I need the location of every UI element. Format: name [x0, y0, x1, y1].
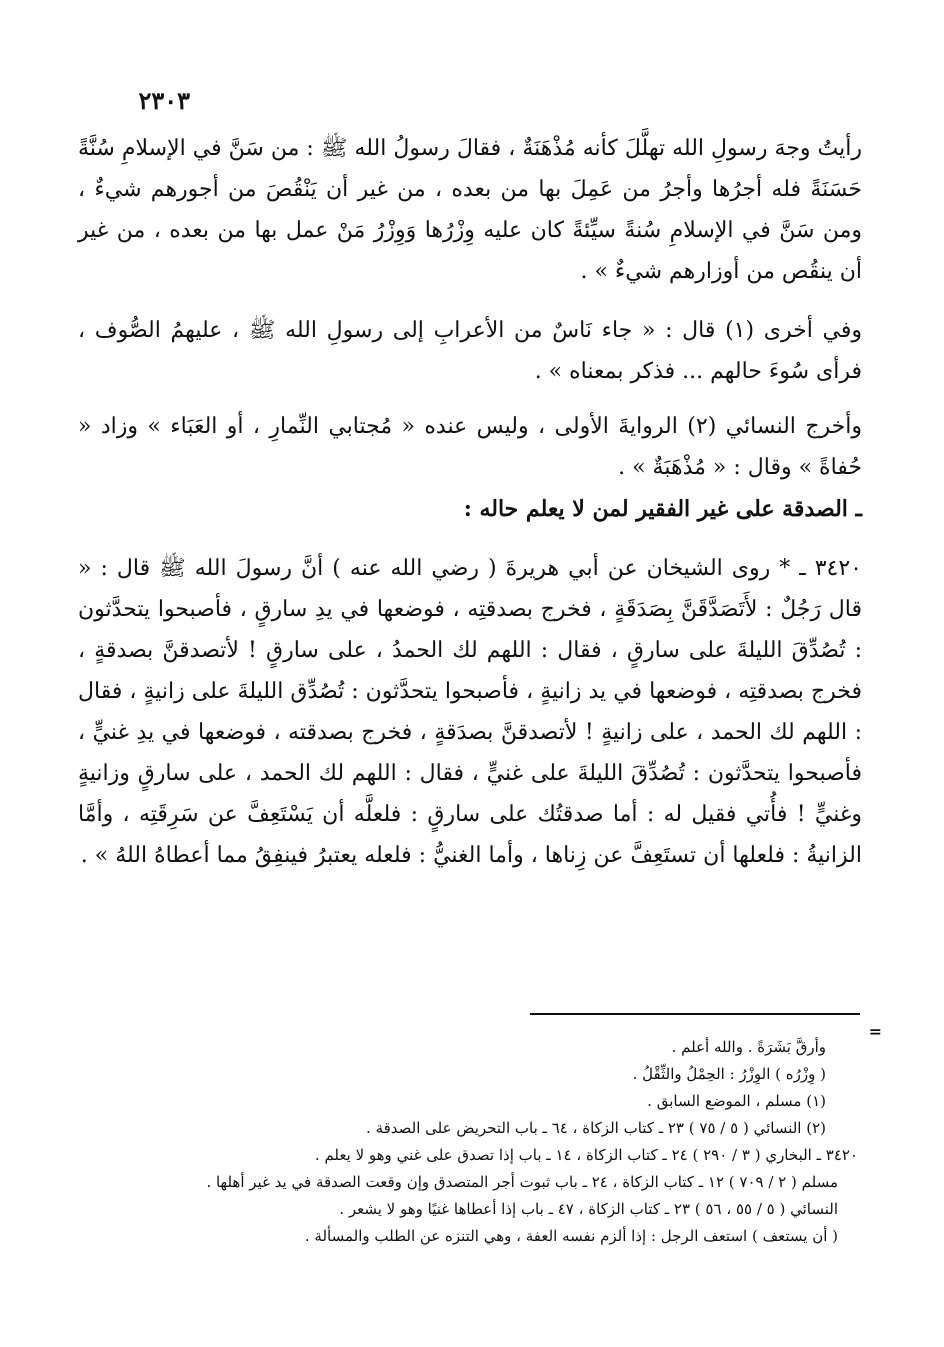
footnotes [78, 1034, 858, 1250]
footnote-line: ( أن يستعف ) استعف الرجل : إذا ألزم نفسه العفة ، وهي التنزه عن الطلب والمسألة . [304, 1227, 838, 1245]
footnote-line: ( وِزْرُه ) الوِزْرُ : الحِمْلُ والثِّقْلُ . [632, 1065, 826, 1083]
paragraph-3: وأخرج النسائي (٢) الروايةَ الأولى ، وليس عنده « مُجتابي النِّمارِ ، أو العَبَاء » وزاد « حُفاةً » وقال : « مُذْهَبَةٌ » . [78, 414, 862, 480]
main-text [78, 128, 862, 876]
footnote-line: (٢) النسائي ( ٥ / ٧٥ ) ٢٣ ـ كتاب الزكاة ، ٦٤ ـ باب التحريض على الصدقة . [366, 1119, 826, 1137]
footnote-line: مسلم ( ٢ / ٧٠٩ ) ١٢ ـ كتاب الزكاة ، ٢٤ ـ باب ثبوت أجر المتصدق وإن وقعت الصدقة في يد غير أهلها . [206, 1173, 838, 1191]
footnote-line: النسائي ( ٥ / ٥٥ ، ٥٦ ) ٢٣ ـ كتاب الزكاة ، ٤٧ ـ باب إذا أعطاها غنيًا وهو لا يشعر . [339, 1200, 838, 1218]
section-heading: ـ الصدقة على غير الفقير لمن لا يعلم حاله : [463, 496, 862, 522]
continuation-mark: = [868, 1022, 882, 1041]
paragraph-1: رأيتُ وجهَ رسولِ الله تهلَّلَ كأنه مُذْهَنَةٌ ، فقالَ رسولُ الله ﷺ : من سَنَّ في الإسلامِ سُنَّةً حَسَنَةً فله أجرُها وأجرُ من عَمِلَ بها من بعده ، من غير أن يَنْقُصَ من أجورهم شيءٌ ، ومن سَنَّ في الإسلامِ سُنةً سيِّئةً كان عليه وِزْرُها وَوِزْرُ مَنْ عمل بها من بعده ، من غير أن ينقُص من أوزارهم شيءٌ » . [78, 136, 862, 284]
footnote-line: وأرقَّ بَشَرَةً . والله أعلم . [671, 1038, 826, 1056]
paragraph-2: وفي أخرى (١) قال : « جاء نَاسٌ من الأعرابِ إلى رسولِ الله ﷺ ، عليهمُ الصُّوف ، فرأى سُوءَ حالهم ... فذكر بمعناه » . [78, 318, 862, 384]
hadith-paragraph: ٣٤٢٠ ـ * روى الشيخان عن أبي هريرةَ ( رضي الله عنه ) أنَّ رسولَ الله ﷺ قال : « قال رَجُلٌ : لأَتَصَدَّقَنَّ بِصَدَقَةٍ ، فخرج بصدقتِه ، فوضعها في يدِ سارقٍ ، فأصبحوا يتحدَّثون : تُصُدِّقَ الليلةَ على سارقٍ ، فقال : اللهم لك الحمدُ ، على سارقٍ ! لأتصدقنَّ بصدقةٍ ، فخرج بصدقتِه ، فوضعها في يد زانيةٍ ، فأصبحوا يتحدَّثون : تُصُدِّق الليلةَ على زانيةٍ ، فقال : اللهم لك الحمد ، على زانيةٍ ! لأتصدقنَّ بصدَقةٍ ، فخرج بصدقته ، فوضعها في يدِ غنيٍّ ، فأصبحوا يتحدَّثون : تُصُدِّقَ الليلةَ على غنيٍّ ، فقال : اللهم لك الحمد ، على سارقٍ وزانيةٍ وغنيٍّ ! فأُتي فقيل له : أما صدقتُك على سارقٍ : فلعلَّه أن يَسْتَعِفَّ عن سَرِقَتِه ، وأمَّا الزانيةُ : فلعلها أن تستَعِفَّ عن زِناها ، وأما الغنيُّ : فلعله يعتبرُ فينفِقُ مما أعطاهُ اللهُ » . [78, 556, 863, 868]
page-number: ٢٣٠٣ [138, 86, 190, 115]
footnote-line: (١) مسلم ، الموضع السابق . [647, 1092, 826, 1110]
footnote-line: ٣٤٢٠ ـ البخاري ( ٣ / ٢٩٠ ) ٢٤ ـ كتاب الزكاة ، ١٤ ـ باب إذا تصدق على غني وهو لا يعلم . [314, 1146, 858, 1164]
footnote-separator [530, 1013, 860, 1015]
